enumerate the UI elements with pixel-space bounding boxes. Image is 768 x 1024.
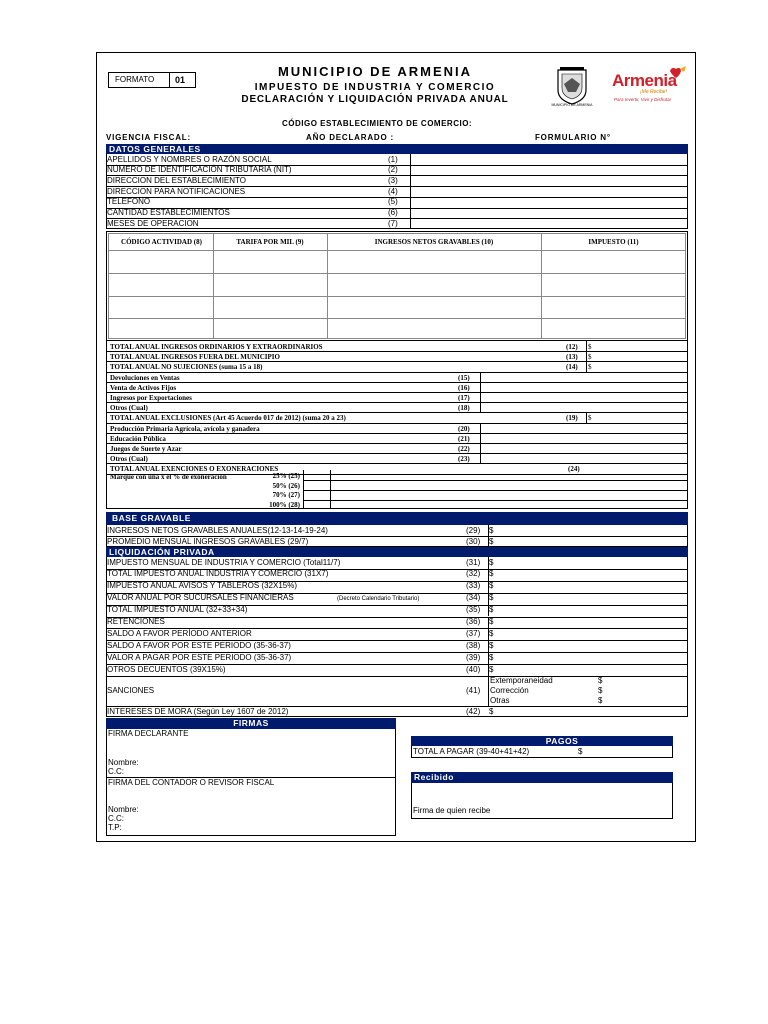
liq-label-1: TOTAL IMPUESTO ANUAL INDUSTRIA Y COMERCIO (31X7) [107, 569, 329, 579]
divider [488, 628, 489, 640]
liq-field-8[interactable] [498, 652, 687, 663]
divider [488, 664, 489, 676]
no-sujecion-17-field[interactable] [481, 392, 586, 401]
liq-cur-0: $ [489, 557, 494, 567]
datos-row-label-7: MESES DE OPERACION [107, 218, 199, 228]
divider [488, 605, 489, 617]
liq-num-4: (35) [466, 605, 481, 615]
no-sujecion-17-label: Ingresos por Exportaciones [110, 394, 192, 402]
no-sujecion-15-num: (15) [458, 373, 470, 382]
divider [586, 341, 587, 351]
exclusiones-19-cur: $ [588, 414, 592, 423]
divider [488, 569, 489, 581]
sancion-extemporaneidad: Extemporaneidad [490, 676, 553, 685]
exclusiones-19-num: (19) [566, 414, 578, 423]
divider [488, 652, 489, 664]
liq-field-2[interactable] [498, 581, 687, 592]
no-sujecion-18-field[interactable] [481, 402, 586, 411]
exclusion-22-num: (22) [458, 445, 470, 453]
sancion-cur-3: $ [598, 696, 603, 705]
codigo-establecimiento: CÓDIGO ESTABLECIMIENTO DE COMERCIO: [282, 119, 473, 128]
liq-cur-8: $ [489, 652, 494, 662]
exclusion-22-label: Juegos de Suerte y Azar [110, 445, 182, 453]
exclusion-21-label: Educación Pública [110, 434, 166, 443]
firma-declarante-nombre: Nombre: [108, 758, 139, 767]
liq-field-9[interactable] [498, 664, 687, 675]
base-num-1: (30) [466, 536, 481, 546]
datos-row-num-6: (6) [388, 208, 398, 217]
liq-num-8: (39) [466, 652, 481, 662]
liq-num-6: (37) [466, 628, 481, 638]
datos-field-2[interactable] [411, 165, 687, 175]
pagos-header: PAGOS [411, 736, 673, 746]
liq-field-6[interactable] [498, 628, 687, 639]
liq-label-6: SALDO A FAVOR PERÍODO ANTERIOR [107, 628, 252, 638]
liq-cur-3: $ [489, 593, 494, 603]
exclusion-22-field[interactable] [481, 443, 586, 452]
liq-num-9: (40) [466, 664, 481, 674]
datos-row-num-2: (2) [388, 165, 398, 175]
liq-label-2: IMPUESTO ANUAL AVISOS Y TABLEROS (32X15%) [107, 581, 298, 591]
formato-box [108, 72, 196, 88]
liq-field-7[interactable] [498, 640, 687, 651]
liq-label-9: OTROS DECUENTOS (39X15%) [107, 664, 226, 674]
divider [586, 351, 587, 361]
no-sujecion-16-field[interactable] [481, 382, 586, 391]
liq-cur-7: $ [489, 640, 494, 650]
base-gravable-header: BASE GRAVABLE [106, 512, 688, 525]
exoneracion-100: 100% (28) [269, 501, 300, 509]
liq-label-3: VALOR ANUAL POR SUCURSALES FINANCIERAS [107, 593, 294, 603]
exoneracion-70: 70% (27) [272, 491, 300, 499]
recibido-header: Recibido [411, 772, 673, 783]
divider [488, 593, 489, 605]
base-label-0: INGRESOS NETOS GRAVABLES ANUALES(12-13-14-19-24) [107, 525, 328, 535]
liq-num-2: (33) [466, 581, 481, 591]
base-field-0[interactable] [498, 525, 687, 535]
sancion-cur-2: $ [598, 686, 603, 695]
seal-caption: MUNICIPIO DE ARMENIA [551, 103, 593, 107]
sanciones-label: SANCIONES [107, 686, 155, 695]
liq-cur-9: $ [489, 664, 494, 674]
liq-num-5: (36) [466, 617, 481, 626]
datos-field-4[interactable] [411, 186, 687, 196]
base-cur-0: $ [489, 525, 494, 535]
liq-cur-6: $ [489, 628, 494, 638]
liq-cur-2: $ [489, 581, 494, 591]
datos-row-label-2: NÚMERO DE IDENTIFICACIÓN TRIBUTARIA (NIT) [107, 165, 292, 175]
liq-cur-5: $ [489, 617, 494, 626]
liq-num-1: (32) [466, 569, 481, 579]
base-label-1: PROMEDIO MENSUAL INGRESOS GRAVABLES (29/7) [107, 536, 309, 546]
no-sujecion-18-label: Otros (Cual) [110, 404, 148, 413]
divider [488, 581, 489, 593]
divider [488, 557, 489, 569]
no-sujecion-16-num: (16) [458, 383, 470, 392]
total-12-label: TOTAL ANUAL INGRESOS ORDINARIOS Y EXTRAORDINARIOS [110, 343, 323, 351]
sancion-otras: Otras [490, 696, 510, 705]
liq-field-5[interactable] [498, 617, 687, 628]
subtitle-2: DECLARACIÓN Y LIQUIDACIÓN PRIVADA ANUAL [241, 94, 509, 105]
sancion-cur-1: $ [598, 676, 603, 685]
liq-label-7: SALDO A FAVOR POR ESTE PERIODO (35-36-37) [107, 640, 291, 650]
intereses-cur: $ [489, 707, 494, 716]
datos-row-label-1: APELLIDOS Y NOMBRES O RAZÓN SOCIAL [107, 154, 272, 164]
no-sujecion-15-field[interactable] [481, 372, 586, 381]
datos-row-label-3: DIRECCION DEL ESTABLECIMIENTO [107, 175, 246, 185]
total-14-cur: $ [588, 363, 592, 372]
exoneracion-50: 50% (26) [272, 482, 300, 490]
page-title: MUNICIPIO DE ARMENIA [277, 64, 473, 79]
no-sujecion-17-num: (17) [458, 394, 470, 402]
divider [106, 433, 688, 434]
base-num-0: (29) [466, 525, 481, 535]
liq-note-3: (Decreto Calendario Tributario) [337, 596, 420, 603]
datos-row-num-3: (3) [388, 175, 398, 185]
exclusion-20-field[interactable] [481, 423, 586, 432]
liquidacion-header: LIQUIDACIÓN PRIVADA [106, 547, 688, 557]
total-12-num: (12) [566, 343, 578, 351]
divider [488, 536, 489, 547]
total-13-label: TOTAL ANUAL INGRESOS FUERA DEL MUNICIPIO [110, 353, 280, 362]
armenia-logo [610, 66, 690, 108]
exoneracion-25: 25% (25) [272, 472, 300, 480]
divider [488, 617, 489, 629]
datos-row-num-4: (4) [388, 186, 398, 196]
seal-icon [552, 66, 592, 108]
exclusion-20-num: (20) [458, 424, 470, 433]
divider [106, 372, 688, 373]
datos-generales-header: DATOS GENERALES [106, 144, 688, 154]
header-codigo-actividad: CÓDIGO ACTIVIDAD (8) [121, 238, 202, 246]
logo-tag: ¡Me Recibe! [640, 89, 667, 95]
liq-num-3: (34) [466, 593, 481, 603]
divider [106, 382, 688, 383]
datos-row-label-4: DIRECCION PARA NOTIFICACIONES [107, 186, 246, 196]
divider [586, 361, 587, 371]
datos-row-label-5: TELEFONO [107, 197, 151, 207]
datos-field-6[interactable] [411, 208, 687, 218]
subtitle-1: IMPUESTO DE INDUSTRIA Y COMERCIO [254, 82, 496, 93]
datos-row-num-7: (7) [388, 218, 398, 228]
formulario-numero: FORMULARIO N° [535, 133, 611, 142]
total-13-num: (13) [566, 353, 578, 362]
liq-num-0: (31) [466, 557, 481, 567]
exenciones-label: TOTAL ANUAL EXENCIONES O EXONERACIONES [110, 465, 279, 474]
liq-label-5: RETENCIONES [107, 617, 165, 626]
formato-label: FORMATO [115, 75, 155, 84]
liq-label-8: VALOR A PAGAR POR ESTE PERIODO (35-36-37) [107, 652, 292, 662]
exoneracion-label: Marque con una x el % de exoneración [110, 473, 227, 481]
header-ingresos-netos: INGRESOS NETOS GRAVABLES (10) [374, 238, 494, 246]
liq-num-7: (38) [466, 640, 481, 650]
divider [106, 443, 688, 444]
datos-field-1[interactable] [411, 154, 687, 164]
total-14-label: TOTAL ANUAL NO SUJECIONES (suma 15 a 18) [110, 363, 263, 372]
exenciones-num: (24) [568, 465, 580, 474]
exclusion-20-label: Producción Primaria Agrícola, avícola y ganadera [110, 424, 260, 433]
firma-contador-cc: C.C: [108, 814, 124, 823]
firma-contador: FIRMA DEL CONTADOR O REVISOR FISCAL [108, 778, 275, 787]
divider [586, 412, 587, 422]
exclusiones-19-label: TOTAL ANUAL EXCLUSIONES (Art 45 Acuerdo 017 de 2012) (suma 20 a 23) [110, 414, 346, 423]
total-a-pagar: TOTAL A PAGAR (39-40+41+42) [413, 747, 530, 756]
total-a-pagar-cur: $ [578, 747, 583, 756]
base-cur-1: $ [489, 536, 494, 546]
datos-row-num-5: (5) [388, 197, 398, 207]
total-13-cur: $ [588, 353, 592, 362]
logo-text: Armenia [612, 71, 677, 90]
divider [106, 392, 688, 393]
datos-field-3[interactable] [411, 175, 687, 185]
total-14-num: (14) [566, 363, 578, 372]
exclusion-23-num: (23) [458, 455, 470, 464]
liq-cur-1: $ [489, 569, 494, 579]
exclusion-23-field[interactable] [481, 453, 586, 462]
firma-declarante-cc: C.C: [108, 767, 124, 776]
intereses-num: (42) [466, 707, 481, 716]
datos-field-7[interactable] [411, 218, 687, 228]
logo-slogan: Para Invertir, Vivir y Disfrutar [614, 97, 672, 102]
no-sujecion-16-label: Venta de Activos Fijos [110, 383, 177, 392]
sancion-correccion: Corrección [490, 686, 529, 695]
liq-field-0[interactable] [498, 557, 687, 568]
divider [106, 402, 688, 403]
anio-declarado: AÑO DECLARADO : [306, 133, 394, 142]
total-12-cur: $ [588, 343, 592, 351]
divider [488, 640, 489, 652]
liq-label-4: TOTAL IMPUESTO ANUAL (32+33+34) [107, 605, 248, 615]
no-sujecion-15-label: Devoluciones en Ventas [110, 373, 180, 382]
intereses-label: INTERESES DE MORA (Según Ley 1607 de 2012) [107, 707, 289, 716]
formato-value: 01 [175, 75, 186, 85]
vigencia-fiscal: VIGENCIA FISCAL: [106, 133, 191, 142]
firma-declarante: FIRMA DECLARANTE [108, 729, 189, 738]
exclusion-21-field[interactable] [481, 433, 586, 442]
liq-label-0: IMPUESTO MENSUAL DE INDUSTRIA Y COMERCIO (Total11/7) [107, 557, 341, 567]
datos-row-label-6: CANTIDAD ESTABLECIMIENTOS [107, 208, 230, 217]
exclusion-23-label: Otros (Cual) [110, 455, 148, 464]
base-field-1[interactable] [498, 536, 687, 546]
no-sujecion-18-num: (18) [458, 404, 470, 413]
firma-contador-nombre: Nombre: [108, 805, 139, 814]
liq-field-3[interactable] [498, 593, 687, 604]
liq-field-1[interactable] [498, 569, 687, 580]
liq-cur-4: $ [489, 605, 494, 615]
datos-row-num-1: (1) [388, 154, 398, 164]
datos-field-5[interactable] [411, 197, 687, 207]
liq-field-4[interactable] [498, 605, 687, 616]
sanciones-num: (41) [466, 686, 481, 695]
header-impuesto: IMPUESTO (11) [588, 238, 639, 246]
exclusion-21-num: (21) [458, 434, 470, 443]
divider [106, 453, 688, 454]
firma-quien-recibe: Firma de quien recibe [413, 806, 491, 815]
firmas-header: FIRMAS [106, 718, 396, 729]
divider [488, 525, 489, 536]
header-tarifa: TARIFA POR MIL (9) [236, 238, 304, 246]
firma-contador-tp: T.P: [108, 823, 122, 832]
